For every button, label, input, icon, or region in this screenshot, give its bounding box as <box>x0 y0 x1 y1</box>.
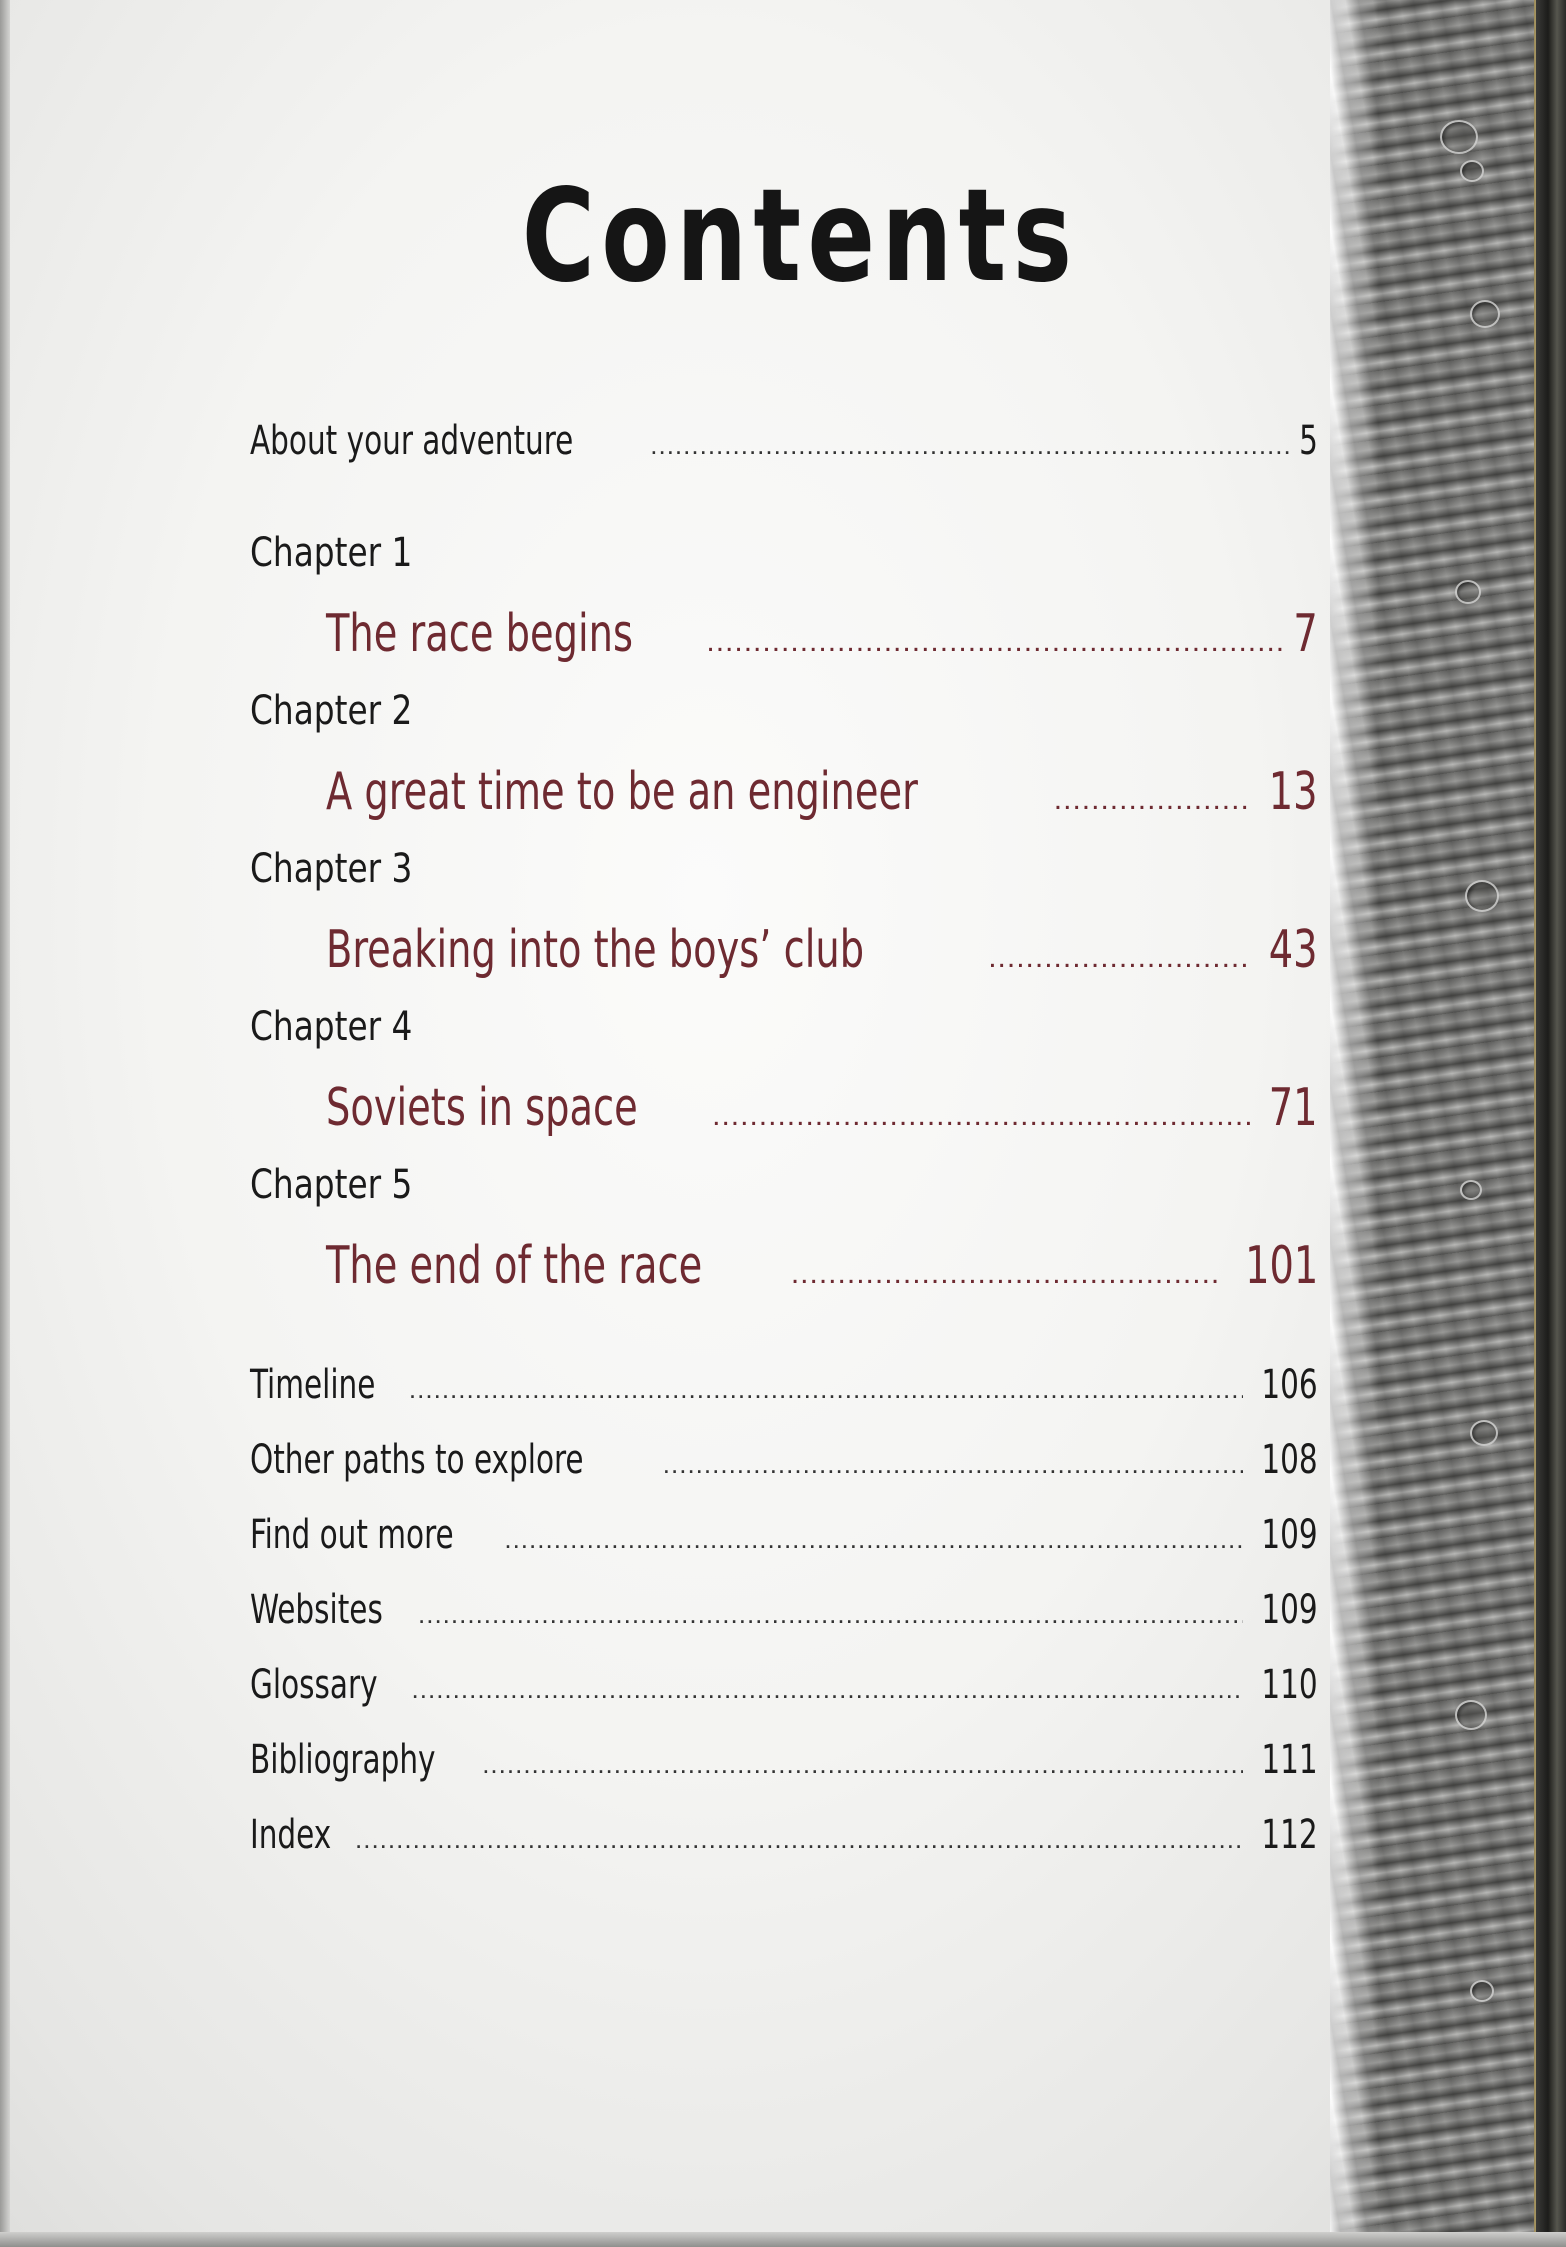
leader-dots <box>1054 783 1253 817</box>
leader-dots <box>706 625 1282 659</box>
leader-dots <box>791 1257 1223 1291</box>
chapter-page: 101 <box>1244 1236 1318 1296</box>
chapter-heading: Chapter 1 <box>250 530 413 576</box>
toc-entry-label: Websites <box>250 1587 383 1633</box>
toc-entry-page: 106 <box>1261 1362 1318 1408</box>
toc-entry-label: Index <box>250 1812 332 1858</box>
toc-entry-find-out-more[interactable] <box>250 1512 1318 1558</box>
page-title: Contents <box>521 162 1079 311</box>
page-left-edge <box>0 0 10 2247</box>
chapter-heading: Chapter 5 <box>250 1162 413 1208</box>
book-spine <box>1536 0 1566 2247</box>
toc-entry-page: 108 <box>1261 1437 1318 1483</box>
toc-entry-page: 110 <box>1261 1662 1318 1708</box>
crater-decoration <box>1455 1700 1487 1730</box>
crater-decoration <box>1460 160 1484 182</box>
toc-entry-glossary[interactable] <box>250 1662 1318 1708</box>
leader-dots <box>650 430 1289 461</box>
toc-entry-label: Find out more <box>250 1512 454 1558</box>
toc-entry-page: 5 <box>1299 418 1318 464</box>
toc-entry-about[interactable] <box>250 418 1318 464</box>
chapter-page: 43 <box>1269 920 1318 980</box>
leader-dots <box>712 1099 1252 1133</box>
toc-entry-label: Bibliography <box>250 1737 436 1783</box>
crater-decoration <box>1460 1180 1482 1200</box>
toc-entry-page: 111 <box>1261 1737 1318 1783</box>
crater-decoration <box>1470 1980 1494 2002</box>
toc-entry-index[interactable] <box>250 1812 1318 1858</box>
chapter-title: Breaking into the boys’ club <box>326 920 865 980</box>
crater-decoration <box>1440 120 1478 154</box>
chapter-heading: Chapter 4 <box>250 1004 413 1050</box>
toc-entry-label: Other paths to explore <box>250 1437 584 1483</box>
toc-entry-page: 112 <box>1261 1812 1318 1858</box>
toc-entry-chapter-1[interactable] <box>326 604 1318 664</box>
toc-entry-timeline[interactable] <box>250 1362 1318 1408</box>
toc-entry-chapter-5[interactable] <box>326 1236 1318 1296</box>
leader-dots <box>504 1524 1243 1555</box>
chapter-title: The end of the race <box>326 1236 703 1296</box>
crater-decoration <box>1470 1420 1498 1446</box>
toc-entry-label: About your adventure <box>250 418 574 464</box>
toc-entry-label: Timeline <box>250 1362 376 1408</box>
toc-entry-label: Glossary <box>250 1662 378 1708</box>
leader-dots <box>482 1749 1243 1780</box>
leader-dots <box>409 1374 1243 1405</box>
toc-entry-page: 109 <box>1261 1587 1318 1633</box>
toc-entry-chapter-2[interactable] <box>326 762 1318 822</box>
crater-decoration <box>1470 300 1500 328</box>
chapter-page: 13 <box>1269 762 1318 822</box>
toc-entry-bibliography[interactable] <box>250 1737 1318 1783</box>
toc-entry-websites[interactable] <box>250 1587 1318 1633</box>
chapter-title: A great time to be an engineer <box>326 762 918 822</box>
leader-dots <box>663 1449 1244 1480</box>
toc-entry-page: 109 <box>1261 1512 1318 1558</box>
crater-decoration <box>1465 880 1499 912</box>
leader-dots <box>355 1824 1243 1855</box>
leader-dots <box>988 941 1252 975</box>
page-bottom-edge <box>0 2232 1566 2247</box>
toc-entry-chapter-3[interactable] <box>326 920 1318 980</box>
chapter-heading: Chapter 2 <box>250 688 413 734</box>
moon-surface-texture <box>1330 0 1550 2247</box>
chapter-page: 7 <box>1293 604 1318 664</box>
chapter-heading: Chapter 3 <box>250 846 413 892</box>
chapter-title: The race begins <box>326 604 633 664</box>
crater-decoration <box>1455 580 1481 604</box>
toc-entry-chapter-4[interactable] <box>326 1078 1318 1138</box>
toc-entry-other-paths[interactable] <box>250 1437 1318 1483</box>
chapter-title: Soviets in space <box>326 1078 638 1138</box>
chapter-page: 71 <box>1269 1078 1318 1138</box>
leader-dots <box>412 1674 1244 1705</box>
leader-dots <box>418 1599 1243 1630</box>
